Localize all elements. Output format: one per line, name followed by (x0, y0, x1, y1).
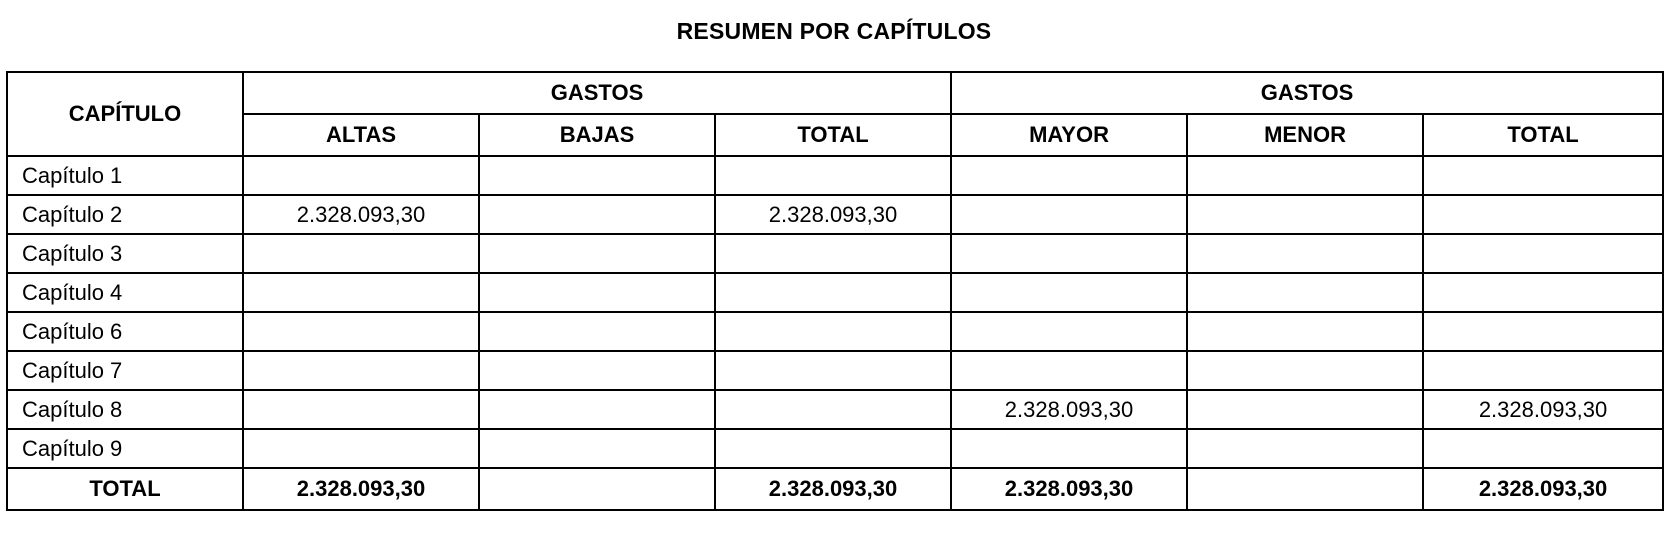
cell-altas (243, 390, 479, 429)
cell-bajas (479, 429, 715, 468)
header-altas: ALTAS (243, 114, 479, 156)
table-row (7, 273, 1663, 312)
cell-total-right (1423, 234, 1663, 273)
row-label: Capítulo 7 (7, 351, 243, 390)
row-label: Capítulo 1 (7, 156, 243, 195)
cell-bajas (479, 390, 715, 429)
header-total-right: TOTAL (1423, 114, 1663, 156)
cell-total-right (1423, 156, 1663, 195)
cell-total-left: 2.328.093,30 (715, 195, 951, 234)
table-row (7, 390, 1663, 429)
summary-table (6, 71, 1664, 511)
row-label: Capítulo 6 (7, 312, 243, 351)
header-menor: MENOR (1187, 114, 1423, 156)
cell-altas: 2.328.093,30 (243, 195, 479, 234)
row-label: Capítulo 3 (7, 234, 243, 273)
cell-total-right (1423, 312, 1663, 351)
header-mayor: MAYOR (951, 114, 1187, 156)
cell-total-right (1423, 273, 1663, 312)
header-row-groups (7, 72, 1663, 114)
cell-mayor (951, 429, 1187, 468)
cell-altas (243, 234, 479, 273)
cell-bajas (479, 273, 715, 312)
cell-altas (243, 156, 479, 195)
cell-mayor: 2.328.093,30 (951, 390, 1187, 429)
total-altas: 2.328.093,30 (243, 468, 479, 510)
header-bajas: BAJAS (479, 114, 715, 156)
cell-menor (1187, 312, 1423, 351)
cell-total-left (715, 351, 951, 390)
cell-total-left (715, 156, 951, 195)
header-group-gastos-left: GASTOS (243, 72, 951, 114)
cell-altas (243, 273, 479, 312)
cell-bajas (479, 234, 715, 273)
row-label: Capítulo 4 (7, 273, 243, 312)
table-row (7, 312, 1663, 351)
header-group-gastos-right: GASTOS (951, 72, 1663, 114)
table-row (7, 234, 1663, 273)
cell-total-left (715, 429, 951, 468)
cell-menor (1187, 234, 1423, 273)
cell-total-left (715, 273, 951, 312)
cell-menor (1187, 390, 1423, 429)
cell-menor (1187, 429, 1423, 468)
cell-mayor (951, 234, 1187, 273)
cell-total-right (1423, 429, 1663, 468)
total-total-left: 2.328.093,30 (715, 468, 951, 510)
cell-total-right: 2.328.093,30 (1423, 390, 1663, 429)
total-bajas (479, 468, 715, 510)
cell-mayor (951, 351, 1187, 390)
cell-menor (1187, 156, 1423, 195)
cell-total-right (1423, 351, 1663, 390)
table-row (7, 156, 1663, 195)
header-row-columns (7, 114, 1663, 156)
table-row (7, 351, 1663, 390)
table-row (7, 195, 1663, 234)
cell-bajas (479, 312, 715, 351)
total-total-right: 2.328.093,30 (1423, 468, 1663, 510)
cell-altas (243, 429, 479, 468)
cell-bajas (479, 351, 715, 390)
total-mayor: 2.328.093,30 (951, 468, 1187, 510)
header-capitulo: CAPÍTULO (7, 72, 243, 156)
table-row (7, 429, 1663, 468)
cell-mayor (951, 273, 1187, 312)
total-menor (1187, 468, 1423, 510)
cell-mayor (951, 156, 1187, 195)
cell-menor (1187, 195, 1423, 234)
row-label: Capítulo 2 (7, 195, 243, 234)
page-title: RESUMEN POR CAPÍTULOS (676, 18, 992, 44)
total-label: TOTAL (7, 468, 243, 510)
header-total-left: TOTAL (715, 114, 951, 156)
cell-menor (1187, 273, 1423, 312)
cell-mayor (951, 312, 1187, 351)
total-row (7, 468, 1663, 510)
cell-altas (243, 312, 479, 351)
cell-bajas (479, 156, 715, 195)
cell-altas (243, 351, 479, 390)
row-label: Capítulo 8 (7, 390, 243, 429)
cell-total-left (715, 312, 951, 351)
cell-bajas (479, 195, 715, 234)
cell-total-right (1423, 195, 1663, 234)
cell-total-left (715, 234, 951, 273)
cell-total-left (715, 390, 951, 429)
cell-menor (1187, 351, 1423, 390)
cell-mayor (951, 195, 1187, 234)
row-label: Capítulo 9 (7, 429, 243, 468)
